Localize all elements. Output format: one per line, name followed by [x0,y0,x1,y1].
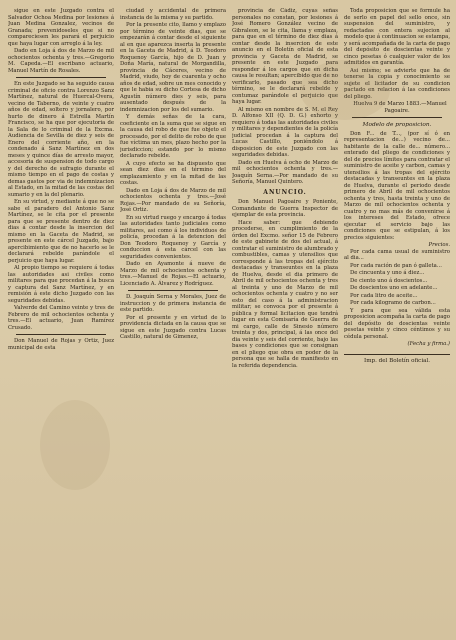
column-2 [120,8,226,634]
paragraph: En este Juzgado se ha seguido causa criminal de oficio contra Lorenzo Sanz Martínez, natural de Huercal-Overa, vecino de Taberno, de veinte y cuatro años de edad, soltero y jornalero, por hurto de dinero á Estrella Martín Francisco, se ha que por ejecutoria de la Sala de lo criminal de la Excma. Audiencia de Sevilla de diez y seis de Enero del corriente año, en la condenado á Sanz Martínez en dos meses y quince días de arresto mayor, accesoria de suspension de todo cargo y del derecho de sufragio durante el mismo tiempo en el pago de costas y demas gastos por via de indemnizacion al Estado, en la mitad de las costas del sumario y en la del plenario. [8,81,114,198]
section-heading-anuncio: ANUNCIO. [263,188,307,196]
paragraph: Don Manuel de Rojas y Ortiz, Juez municipal de esta [8,338,114,351]
paragraph: Al propio tiempo se requiere á todas las autoridades asi civiles como militares para que procedan á la busca y captura del Sanz Martínez, y en remisión á este dicho Juzgado con las seguridades debidas. [8,265,114,304]
paragraph: provincia de Cádiz, cuyas señas personales no constan, por lesiones á José Romero González vecino de Gibraleon, se le cita, llama y emplaza, para que en el término de diez dias á contar desde la insercion de este anuncio en el Boletín oficial de esta provincia y Gaceta de Madrid, se presente en este Juzgado para responder á los cargos que en dicha causa le resultan; apercibido que de no verificarlo, pasado que sea dicho término, se le declarará rebelde y contumaz parándole el perjuicio que haya lugar. [232,8,338,105]
paragraph: sigue en este Juzgado contra el Salvador Ochoa Medina por lesiones á Juan Medina Gonzalez, vecinos de Granada; prevenidoseles que si no compareciesen les parará el perjuicio que haya lugar con arreglo á la ley. [8,8,114,47]
divider [352,117,442,118]
paragraph: Por la presente cito, llamo y emplazo por término de veinte dias, que se empezarán á contar desde el siguiente al en que aparezca inserta la presente en la Gaceta de Madrid, á D. Teodoro Roquenoy García, hijo de D. Juan y Doña María, natural de Morgandilla, provincia de Cáceres, vecino de Madrid, viudo, hoy de cuarenta y ocho años de edad, sobre un mes conocido y que le habia su dicho Cortesa de dicho Agustín número dies y seis, para ausentado después de la indemnizacion por los del sumario. [120,22,226,113]
price-item: Por cada ración de pan ó galleta... [350,262,442,269]
date-signature: (Fecha y firma.) [407,341,450,347]
divider [16,77,106,78]
section-heading-modelo: Modelo de proposicion. [362,122,432,128]
paragraph: Toda proposicion que se formule ha de serlo en papel del sello once, sin suspension del suministro, y redactadas con entera sujecion al modelo que á continuacion se estampa, y será acompañada de la carta de pago del depósito de doscientas veinte y cinco pesetas ó cualquier valor de los admitidos en garantía. [344,8,450,66]
paragraph: A cuyo efecto se ha dispuesto que sean diez dias en el término del emplazamiento y en la mitad de las costas. [120,160,226,186]
price-item: Por cada kilogramo de carbon... [350,300,436,306]
paragraph: Hace saber: que debiendo procederse, en cumplimiento de la órden del Excmo. señor 15 de Febrero de este gabinete de dos del actual, á contratar el suministro de alumbrado y combustibles, camas y utensilios que corresponde á las tropas del ejército destacadas y transeuntes en la plaza de Huelva, desde el dia primero de Abril de mil ochocientos ochenta y tres al treinta y uno de Marzo de mil ochocientos ochenta y cuatro y no ser esto del caso á la administracion militar; se convoca por el presente á pública y formal licitacion que tendrá lugar en esta Comisaría de Guerra de mi cargo, calle de Sinesio número treinta y dos, principal, á las once del dia veinte y seis del corriente, bajo las bases y condiciones que se consignan en el pliego que obra en poder de la persona que se halla de manifiesto en la referida dependencia. [232,219,338,369]
divider [16,334,106,335]
paragraph: Valverde del Camino veinte y tres de Febrero de mil ochocientos ochenta y tres.—El actuario, Juan Ramírez Crusado. [8,305,114,331]
printer-footer: Imp. del Boletín oficial. [344,354,450,365]
price-item: De cincuenta y uno á diez... [350,270,425,276]
paragraph: Y para que sea válida esta proposicion acompaña la carta de pago del depósito de doscientas veinte pesetas veinte y cinco céntimos y su cédula personal. [344,307,450,340]
paragraph: Dado en Loja á dos de Marzo de mil ochocientos ochenta y tres.—Gregorio M. Capeda.—El escribano actuario, Manuel Martín de Rosales. [8,48,114,74]
column-1 [8,8,114,634]
paragraph: Dado en Loja á dos de Marzo de mil ochocientos ochenta y tres.—José Rojas.—Por mandado de su Señoría, José Ortiz. [120,187,226,213]
paragraph: Y demás señas de la cara, coeficiente en la suma que se sigue en la causa del robo de que fue objeto el procesado, por el delito de robo de que fue víctima un mes, plazo hecho por la jurisdiccion; estando por lo mismo declarado rebelde. [120,114,226,159]
paragraph: Dado en Huelva á ocho de Marzo de mil ochocientos ochenta y tres.—Joaquín Serna.—Por mandado de su Señoría, Manuel Quintero. [232,159,338,185]
prices-heading: Precios. [428,242,450,248]
paragraph: Dado en Ayamonte á nueve de Marzo de mil ochocientos ochenta y tres.—Manuel de Rojas.—El actuario, Licenciado A. Álvarez y Rodríguez. [120,261,226,287]
divider [128,290,218,291]
paragraph: ciudad y accidental de primera instancia de la misma y su partido. [120,8,226,21]
paragraph: Asi mismo; se advierte que ha de tenerse la copia y conocimiento se sujete el licitador de su condicion pactado en relacion á las condiciones del pliego. [344,67,450,100]
price-item: De doscientos uno en adelante... [350,285,438,291]
paragraph: D. Joaquín Serna y Morales, Juez de instruccion y de primera instancia de este partido. [120,294,226,313]
price-item: Por cada litro de aceite... [350,292,418,299]
paragraph: Por el presente y en virtud de lo providencia dictada en la causa que se sigue en este Juzgado contra Lucas Castillo, natural de Gimenez, [120,314,226,340]
paragraph: Don Manuel Pagoaire y Poniente, Comandante de Guerra Inspector de ejemplar de esta provincia. [232,199,338,218]
price-item: De ciento uno á doscientos... [350,277,428,284]
paragraph: En su virtud, y mediante á que no se sabe el paradero del Antonio Sanz Martínez, se le cita por el presente para que se presente dentro de diez dias á contar desde la insercion del mismo en la Gaceta de Madrid, se presente en este cárcel Juzgado, bajo apercibimiento que de no hacerlo se le declarará rebelde parándole el perjuicio que haya lugar. [8,199,114,264]
paragraph: Al mismo en nombre de S. M. el Rey D. Alfonso XII (Q. D. G.) exhorto y requiero á todas las autoridades civiles y militares y dependientes de la policía judicial procedan á la captura del Lucas Castillo, poniéndolo á disposicion de este Juzgado con las seguridades debidas. [232,106,338,158]
paragraph: Don F... de T..., (por sí ó en representacion de...) vecino de... habitante de la calle de... número... enterado del pliego de condiciones y del de precios límites para contratar el suministro de aceite y carbon, camas y utensilios á las tropas del ejército destacadas y transeuntes en la plaza de Huelva, durante el periodo desde primero de Abril de mil ochocientos ochenta y tres, hasta treinta y uno de Marzo de mil ochocientos ochenta y cuatro y no mas más de convenirse á los intereses del Estado, ofrece ejecutar el servicio bajo las condiciones que se estipulan, á los precios siguientes: [344,130,450,241]
paragraph: En su virtud ruego y encargo á todas las autoridades tanto judiciales como militares, asi como á los individuos de policía, procedan á la detencion del Don Teodoro Roquenoy y García y conduccion á esta cárcel con las seguridades convenientes. [120,214,226,260]
signature-line: Huelva 9 de Marzo 1883.—Manuel Pagoaire. [353,101,447,114]
price-item: Por cada cama usual de suministro al dia... [344,248,450,261]
